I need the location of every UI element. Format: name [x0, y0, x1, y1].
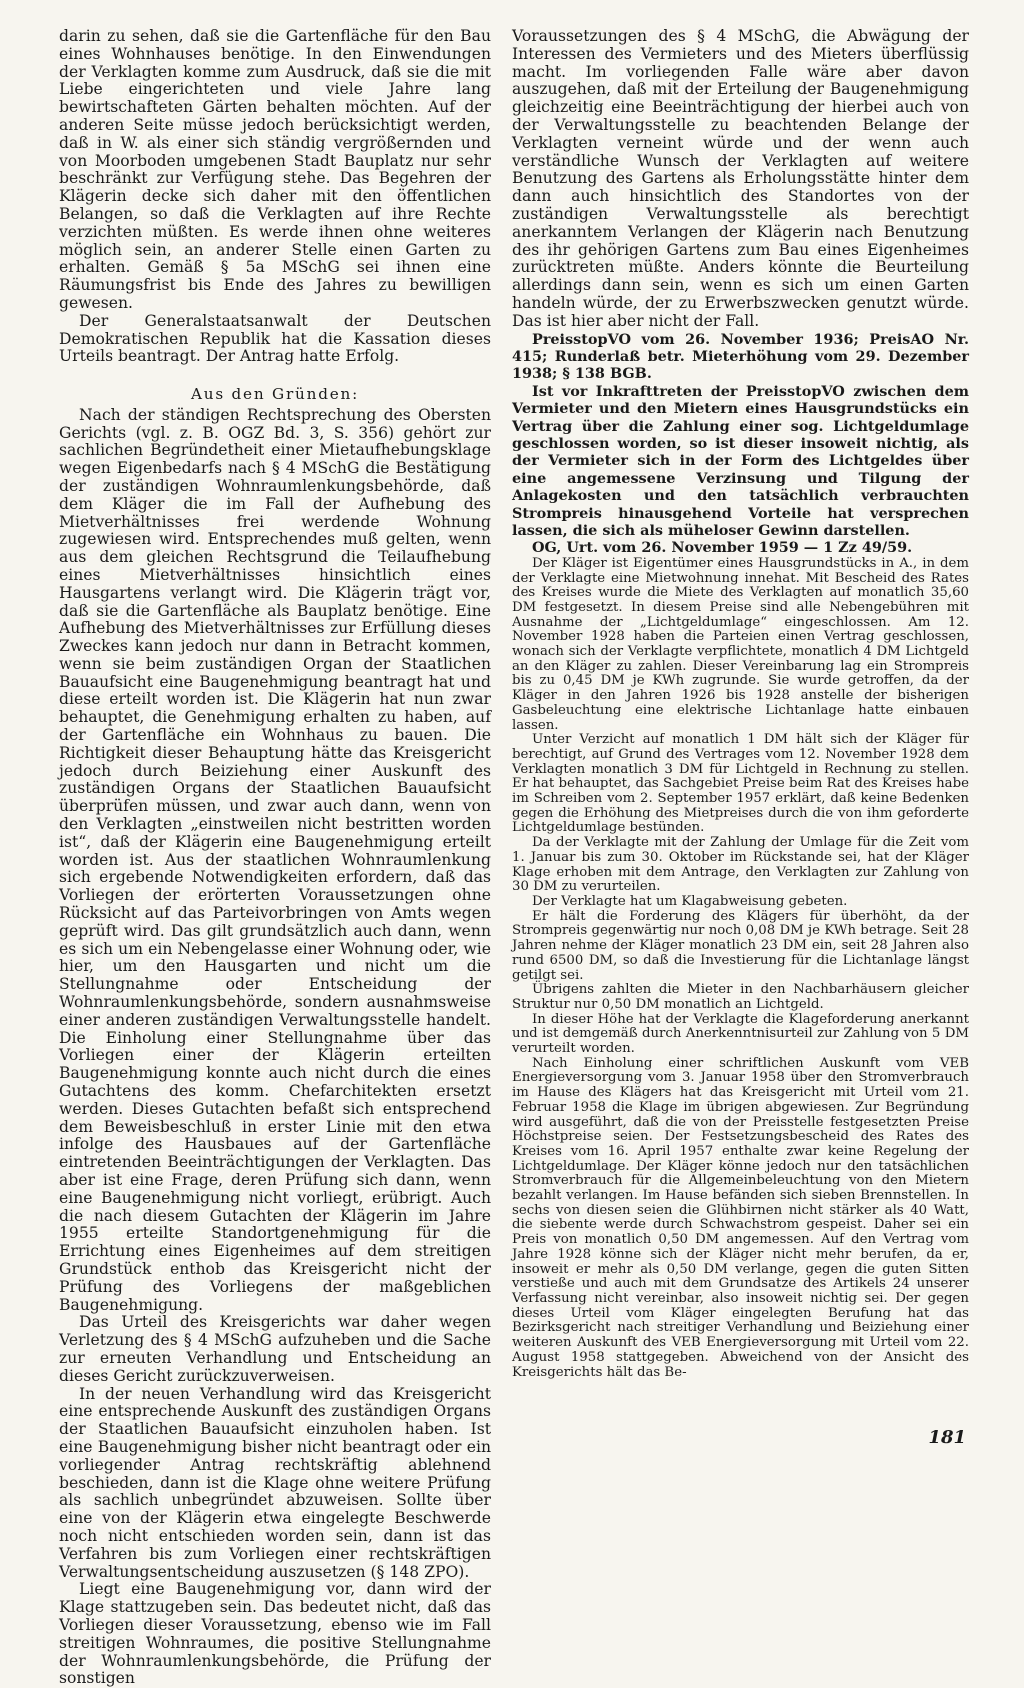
paragraph: Der Kläger ist Eigentümer eines Hausgrundstücks in A., in dem der Verklagte eine Mietwohnung innehat. Mit Bescheid des Rates des Kreises wurde die Miete des Verklagten auf monatlich 35,60 DM festgesetzt. In diesem Preise sind alle Nebengebühren mit Ausnahme der „Lichtgeldumlage“ eingeschlossen. Am 12. November 1928 haben die Parteien einen Vertrag geschlossen, wonach sich der Verklagte verpflichtete, monatlich 4 DM Lichtgeld an den Kläger zu zahlen. Dieser Vereinbarung lag ein Strompreis bis zu 0,45 DM je KWh zugrunde. Sie wurde getroffen, da der Kläger in den Jahren 1926 bis 1928 anstelle der bisherigen Gasbeleuchtung eine elektrische Lichtanlage hatte einbauen lassen.: [512, 555, 969, 733]
paragraph: In der neuen Verhandlung wird das Kreisgericht eine entsprechende Auskunft des zuständigen Organs der Staatlichen Bauaufsicht einzuholen haben. Ist eine Baugenehmigung bisher nicht beantragt oder ein vorliegender Antrag rechtskräftig ablehnend beschieden, dann ist die Klage ohne weitere Prüfung als sachlich unbegründet abzuweisen. Sollte über eine von der Klägerin etwa eingelegte Beschwerde noch nicht entschieden worden sein, dann ist das Verfahren bis zum Vorliegen einer rechtskräftigen Verwaltungsentscheidung auszusetzen (§ 148 ZPO).: [59, 1384, 491, 1581]
paragraph: Da der Verklagte mit der Zahlung der Umlage für die Zeit vom 1. Januar bis zum 30. Oktober im Rückstande sei, hat der Kläger Klage erhoben mit dem Antrage, den Verklagten zur Zahlung von 30 DM zu verurteilen.: [512, 835, 969, 895]
paragraph: In dieser Höhe hat der Verklagte die Klageforderung anerkannt und ist demgemäß durch Anerkenntnisurteil zur Zahlung von 5 DM verurteilt worden.: [512, 1011, 969, 1057]
paragraph: Liegt eine Baugenehmigung vor, dann wird der Klage stattzugeben sein. Das bedeutet nicht, daß das Vorliegen dieser Voraussetzung, ebenso wie im Fall streitigen Wohnraumes, die positive Stellungnahme der Wohnraumlenkungsbehörde, die Prüfung der sonstigen: [59, 1580, 491, 1688]
paragraph: Das Urteil des Kreisgerichts war daher wegen Verletzung des § 4 MSchG aufzuheben und die Sache zur erneuten Verhandlung und Entscheidung an dieses Gericht zurückzuverweisen.: [59, 1313, 491, 1385]
court-reference: OG, Urt. vom 26. November 1959 — 1 Zz 49/59.: [532, 539, 913, 557]
paragraph: Er hält die Forderung des Klägers für überhöht, da der Strompreis gegenwärtig nur noch 0,08 DM je KWh betrage. Seit 28 Jahren nehme der Kläger monatlich 23 DM ein, seit 28 Jahren also rund 6500 DM, so daß die Investierung für die Lichtanlage längst getilgt sei.: [512, 908, 969, 983]
paragraph: darin zu sehen, daß sie die Gartenfläche für den Bau eines Wohnhauses benötige. In den Einwendungen der Verklagten komme zum Ausdruck, daß sie die mit Liebe eingerichteten und viele Jahre lang bewirtschafteten Gärten behalten möchten. Auf der anderen Seite müsse jedoch berücksichtigt werden, daß in W. als einer sich ständig vergrößernden und von Moorboden umgebenen Stadt Bauplatz nur sehr beschränkt zur Verfügung stehe. Das Begehren der Klägerin decke sich daher mit den öffentlichen Belangen, so daß die Verklagten auf ihre Rechte verzichten müßten. Es werde ihnen ohne weiteres möglich sein, an anderer Stelle einen Garten zu erhalten. Gemäß § 5a MSchG sei ihnen eine Räumungsfrist bis Ende des Jahres zu bewilligen gewesen.: [59, 27, 491, 312]
paragraph: Voraussetzungen des § 4 MSchG, die Abwägung der Interessen des Vermieters und des Mieters überflüssig macht. Im vorliegenden Falle wäre aber davon auszugehen, daß mit der Erteilung der Baugenehmigung gleichzeitig eine Beeinträchtigung der hierbei auch von der Verwaltungsstelle zu beachtenden Belange der Verklagten verneint würde und der wenn auch verständliche Wunsch der Verklagten auf weitere Benutzung des Gartens als Erholungsstätte hinter dem dann auch hinsichtlich des Standortes von der zuständigen Verwaltungsstelle als berechtigt anerkanntem Verlangen der Klägerin nach Benutzung des ihr gehörigen Gartens zum Bau eines Eigenheimes zurücktreten müßte. Anders könnte die Beurteilung allerdings dann sein, wenn es sich um einen Garten handeln würde, der zu Erwerbszwecken genutzt würde. Das ist hier aber nicht der Fall.: [512, 27, 969, 330]
paragraph: Unter Verzicht auf monatlich 1 DM hält sich der Kläger für berechtigt, auf Grund des Vertrages vom 12. November 1928 dem Verklagten monatlich 3 DM für Lichtgeld in Rechnung zu stellen. Er hat behauptet, das Sachgebiet Preise beim Rat des Kreises habe im Schreiben vom 2. September 1957 erklärt, daß keine Bedenken gegen die Erhöhung des Mietpreises durch die von ihm geforderte Lichtgeldumlage bestünden.: [512, 732, 969, 836]
paragraph: Nach Einholung einer schriftlichen Auskunft vom VEB Energieversorgung vom 3. Januar 1958 über den Stromverbrauch im Hause des Klägers hat das Kreisgericht mit Urteil vom 21. Februar 1958 die Klage im übrigen abgewiesen. Zur Begründung wird ausgeführt, daß die von der Preisstelle festgesetzten Preise Höchstpreise seien. Der Festsetzungsbescheid des Rates des Kreises vom 16. April 1957 enthalte zwar keine Regelung der Lichtgeldumlage. Der Kläger könne jedoch nur den tatsächlichen Stromverbrauch für die Allgemeinbeleuchtung von den Mietern bezahlt verlangen. Im Hause befänden sich sieben Brennstellen. In sechs von diesen seien die Glühbirnen nicht stärker als 40 Watt, die siebente werde durch Schwachstrom gespeist. Daher sei ein Preis von monatlich 0,50 DM angemessen. Auf den Vertrag vom Jahre 1928 könne sich der Kläger nicht mehr berufen, da er, insoweit er mehr als 0,50 DM verlange, gegen die guten Sitten verstieße und auch mit dem Grundsatze des Artikels 24 unserer Verfassung nicht vereinbar, also insoweit nichtig sei. Der gegen dieses Urteil vom Kläger eingelegten Berufung hat das Bezirksgericht nach streitiger Verhandlung und Beiziehung einer weiteren Auskunft des VEB Energieversorgung mit Urteil vom 22. August 1958 stattgegeben. Abweichend von der Ansicht des Kreisgerichts hält das Be-: [512, 1055, 969, 1380]
right-column: [512, 28, 969, 1380]
left-column: [59, 28, 491, 1688]
paragraph: Der Verklagte hat um Klagabweisung gebeten.: [532, 894, 848, 909]
paragraph: Der Generalstaatsanwalt der Deutschen Demokratischen Republik hat die Kassation dieses Urteils beantragt. Der Antrag hatte Erfolg.: [59, 311, 491, 366]
headnote: Ist vor Inkrafttreten der PreisstopVO zwischen dem Vermieter und den Mietern eines Hausgrundstücks ein Vertrag über die Zahlung einer sog. Lichtgeldumlage geschlossen worden, so ist dieser insoweit nichtig, als der Vermieter sich in der Form des Lichtgeldes über eine angemessene Verzinsung und Tilgung der Anlagekosten und den tatsächlich verbrauchten Strompreis hinausgehend Vorteile hat versprechen lassen, die sich als müheloser Gewinn darstellen.: [512, 382, 969, 540]
section-heading: Aus den Gründen:: [190, 385, 360, 404]
page-number: 181: [928, 1427, 966, 1448]
law-reference: PreisstopVO vom 26. November 1936; PreisAO Nr. 415; Runderlaß betr. Mieterhöhung vom 29. Dezember 1938; § 138 BGB.: [512, 330, 969, 383]
paragraph: Übrigens zahlten die Mieter in den Nachbarhäusern gleicher Struktur nur 0,50 DM monatlich an Lichtgeld.: [512, 982, 969, 1012]
paragraph: Nach der ständigen Rechtsprechung des Obersten Gerichts (vgl. z. B. OGZ Bd. 3, S. 356) gehört zur sachlichen Begründetheit einer Mietaufhebungsklage wegen Eigenbedarfs nach § 4 MSchG die Bestätigung der zuständigen Wohnraumlenkungsbehörde, daß dem Kläger die im Fall der Aufhebung des Mietverhältnisses frei werdende Wohnung zugewiesen wird. Entsprechendes muß gelten, wenn aus dem gleichen Rechtsgrund die Teilaufhebung eines Mietverhältnisses hinsichtlich eines Hausgartens verlangt wird. Die Klägerin trägt vor, daß sie die Gartenfläche als Bauplatz benötige. Eine Aufhebung des Mietverhältnisses zur Erfüllung dieses Zweckes kann jedoch nur dann in Betracht kommen, wenn sie beim zuständigen Organ der Staatlichen Bauaufsicht eine Baugenehmigung beantragt hat und diese erteilt worden ist. Die Klägerin hat nun zwar behauptet, die Genehmigung erhalten zu haben, auf der Gartenfläche ein Wohnhaus zu bauen. Die Richtigkeit dieser Behauptung hätte das Kreisgericht jedoch durch Beiziehung einer Auskunft des zuständigen Organs der Staatlichen Bauaufsicht überprüfen müssen, und zwar auch dann, wenn von den Verklagten „einstweilen nicht bestritten worden ist“, daß der Klägerin eine Baugenehmigung erteilt worden ist. Aus der staatlichen Wohnraumlenkung sich ergebende Notwendigkeiten erfordern, daß das Vorliegen der erörterten Voraussetzungen ohne Rücksicht auf das Parteivorbringen von Amts wegen geprüft wird. Das gilt grundsätzlich auch dann, wenn es sich um ein Nebengelasse einer Wohnung oder, wie hier, um den Hausgarten und nicht um die Stellungnahme oder Entscheidung der Wohnraumlenkungsbehörde, sondern ausnahmsweise einer anderen zuständigen Verwaltungsstelle handelt. Die Einholung einer Stellungnahme über das Vorliegen einer der Klägerin erteilten Baugenehmigung konnte auch nicht durch die eines Gutachtens des komm. Chefarchitekten ersetzt werden. Dieses Gutachten befaßt sich entsprechend dem Beweisbeschluß in erster Linie mit den etwa infolge des Hausbaues auf der Gartenfläche eintretenden Beeinträchtigungen der Verklagten. Das aber ist eine Frage, deren Prüfung sich dann, wenn eine Baugenehmigung nicht vorliegt, erübrigt. Auch die nach diesem Gutachten der Klägerin im Jahre 1955 erteilte Standortgenehmigung für die Errichtung eines Eigenheimes auf dem streitigen Grundstück enthob das Kreisgericht nicht der Prüfung des Vorliegens der maßgeblichen Baugenehmigung.: [59, 405, 491, 1314]
